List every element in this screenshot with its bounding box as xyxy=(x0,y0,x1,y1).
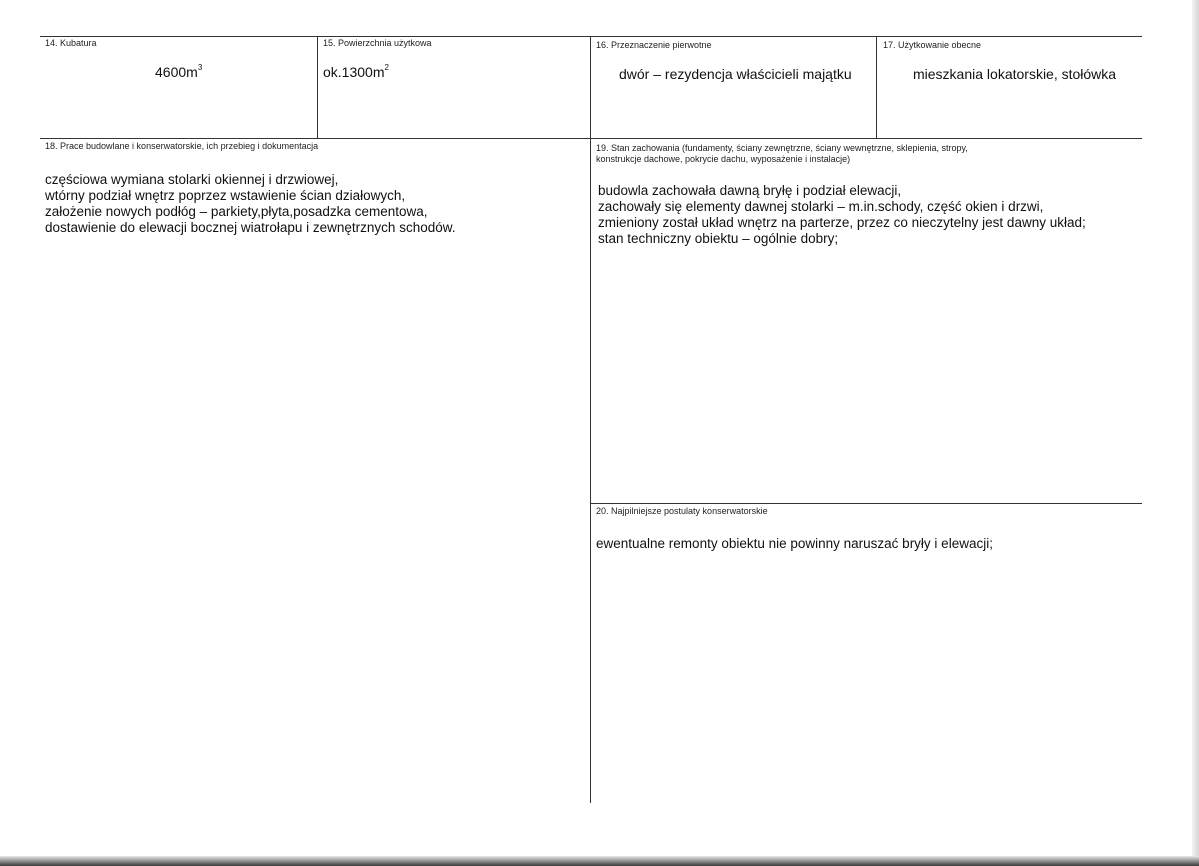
field-20-text: ewentualne remonty obiektu nie powinny naruszać bryły i elewacji; xyxy=(596,536,993,551)
field-18-line: założenie nowych podłóg – parkiety,płyta,posadzka cementowa, xyxy=(45,204,428,219)
scan-edge-bottom xyxy=(0,856,1199,866)
top-border xyxy=(40,36,1142,37)
field-15-value xyxy=(323,64,389,80)
field-14-value xyxy=(155,64,202,80)
field-19-label-line: 19. Stan zachowania (fundamenty, ściany zewnętrzne, ściany wewnętrzne, sklepienia, stropy, xyxy=(596,143,968,153)
right-column-divider xyxy=(590,503,1142,504)
field-19-line: zachowały się elementy dawnej stolarki – m.in.schody, część okien i drzwi, xyxy=(598,199,1044,214)
field-18-label: 18. Prace budowlane i konserwatorskie, ich przebieg i dokumentacja xyxy=(45,141,319,151)
field-14-value-text: 4600m xyxy=(155,64,198,80)
field-14-label: 14. Kubatura xyxy=(45,38,97,48)
col-divider-16-17 xyxy=(876,36,877,138)
field-14-unit-sup: 3 xyxy=(197,63,203,73)
field-18-line: dostawienie do elewacji bocznej wiatrołapu i zewnętrznych schodów. xyxy=(45,220,456,235)
field-16-label: 16. Przeznaczenie pierwotne xyxy=(596,40,712,50)
field-18-line: wtórny podział wnętrz poprzez wstawienie ścian działowych, xyxy=(45,188,406,203)
row-divider xyxy=(40,138,1142,139)
field-15-value-text: ok.1300m xyxy=(323,64,385,80)
scan-edge-right xyxy=(1192,0,1199,866)
field-16-value: dwór – rezydencja właścicieli majątku xyxy=(619,66,852,82)
field-19-line: stan techniczny obiektu – ogólnie dobry; xyxy=(598,231,839,246)
field-19-text xyxy=(598,183,1086,247)
col-divider-14-15 xyxy=(317,36,318,138)
field-15-label: 15. Powierzchnia użytkowa xyxy=(323,38,432,48)
field-18-text xyxy=(45,172,455,236)
field-15-unit-sup: 2 xyxy=(384,63,389,73)
field-19-line: zmieniony został układ wnętrz na parterze, przez co nieczytelny jest dawny układ; xyxy=(598,215,1086,230)
field-20-label: 20. Najpilniejsze postulaty konserwatorskie xyxy=(596,506,768,516)
field-19-line: budowla zachowała dawną bryłę i podział elewacji, xyxy=(598,183,902,198)
field-19-label-line: konstrukcje dachowe, pokrycie dachu, wyposażenie i instalacje) xyxy=(596,154,851,164)
main-column-divider xyxy=(590,36,591,803)
field-18-line: częściowa wymiana stolarki okiennej i drzwiowej, xyxy=(45,172,339,187)
field-17-label: 17. Użytkowanie obecne xyxy=(883,40,982,50)
field-19-label xyxy=(596,143,968,165)
field-17-value: mieszkania lokatorskie, stołówka xyxy=(913,66,1117,82)
